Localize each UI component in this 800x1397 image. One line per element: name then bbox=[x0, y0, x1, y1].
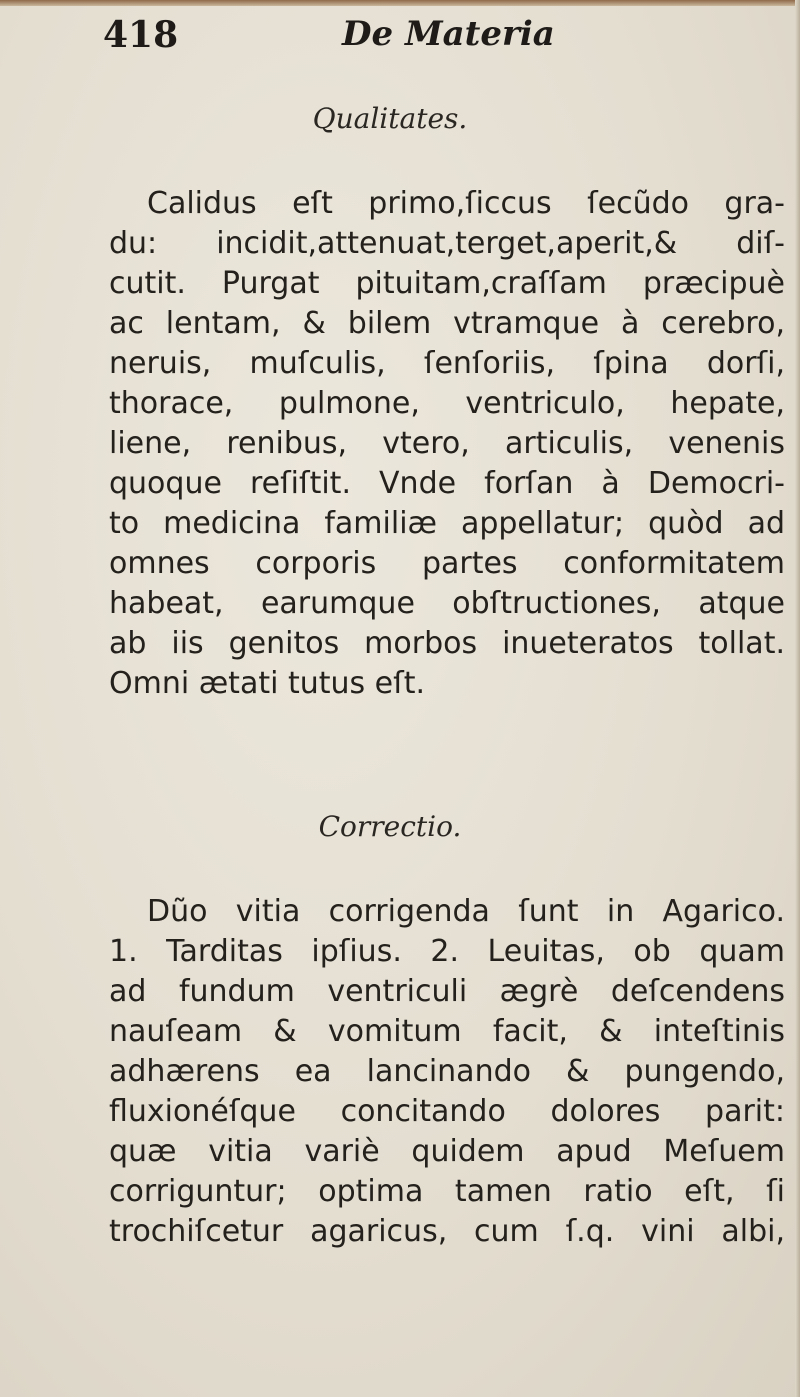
section-heading-qualitates: Qualitates. bbox=[312, 102, 468, 135]
running-head bbox=[0, 10, 800, 62]
text-line: du: incidit,attenuat,terget,aperit,& diſ- bbox=[109, 226, 785, 261]
page-number: 418 bbox=[103, 14, 179, 56]
paragraph-correctio bbox=[109, 892, 785, 1252]
text-line: ab iis genitos morbos inueteratos tollat. bbox=[109, 626, 785, 661]
text-line: thorace, pulmone, ventriculo, hepate, bbox=[109, 386, 785, 421]
text-line: corriguntur; optima tamen ratio eſt, ſi bbox=[109, 1174, 785, 1209]
paragraph-qualitates bbox=[109, 184, 785, 704]
text-line: habeat, earumque obſtructiones, atque bbox=[109, 586, 785, 621]
page-right-edge bbox=[795, 0, 800, 1397]
text-line: to medicina familiæ appellatur; quòd ad bbox=[109, 506, 785, 541]
text-line: trochiſcetur agaricus, cum ſ.q. vini albi, bbox=[109, 1214, 785, 1249]
text-line: omnes corporis partes conformitatem bbox=[109, 546, 785, 581]
text-line: fluxionéſque concitando dolores parit: bbox=[109, 1094, 785, 1129]
text-line: nauſeam & vomitum facit, & inteſtinis bbox=[109, 1014, 785, 1049]
running-title: De Materia bbox=[342, 14, 555, 54]
text-line: ac lentam, & bilem vtramque à cerebro, bbox=[109, 306, 785, 341]
page-top-edge bbox=[0, 0, 800, 6]
text-line: liene, renibus, vtero, articulis, venenis bbox=[109, 426, 785, 461]
text-line: adhærens ea lancinando & pungendo, bbox=[109, 1054, 785, 1089]
text-line: Dũo vitia corrigenda ſunt in Agarico. bbox=[147, 894, 785, 929]
text-line: quæ vitia variè quidem apud Meſuem bbox=[109, 1134, 785, 1169]
text-line: quoque reſiſtit. Vnde forſan à Democri- bbox=[109, 466, 785, 501]
text-line: Calidus eſt primo,ſiccus ſecũdo gra- bbox=[147, 186, 785, 221]
text-line: ad fundum ventriculi ægrè deſcendens bbox=[109, 974, 785, 1009]
text-line: 1. Tarditas ipſius. 2. Leuitas, ob quam bbox=[109, 934, 785, 969]
text-line: Omni ætati tutus eſt. bbox=[109, 666, 425, 701]
section-heading-correctio: Correctio. bbox=[318, 810, 462, 843]
text-line: cutit. Purgat pituitam,craſſam præcipuè bbox=[109, 266, 785, 301]
text-line: neruis, muſculis, ſenſoriis, ſpina dorſi, bbox=[109, 346, 785, 381]
